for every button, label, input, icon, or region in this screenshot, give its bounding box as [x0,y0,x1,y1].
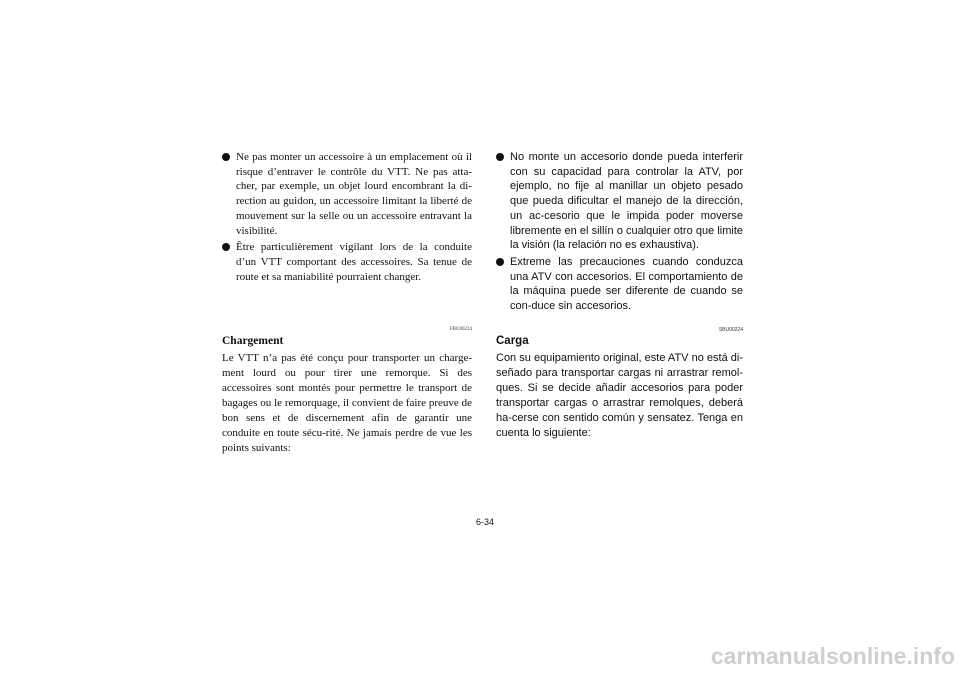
french-bullet-item [222,240,472,284]
spanish-bullet-list [496,150,743,314]
spanish-bullet-text: No monte un accesorio donde pueda interferir con su capacidad para controlar la ATV, por ejemplo, no fije al manillar un objeto pesado que pueda dificultar el manejo de la dirección, un ac-cesorio que le impida poder moverse libremente en el sillín o cualquier otro que limite la visión (la relación no es exhaustiva). [510,151,743,252]
spanish-loading-section [496,334,743,441]
bullet-icon [222,153,230,161]
spanish-section-paragraph: Con su equipamiento original, este ATV no está di-señado para transportar cargas ni arrastrar remol-ques. Si se decide añadir accesorios para poder transportar cargas o arrastrar remolques, deberá ha-cerse con sentido común y sensatez. Tenga en cuenta lo siguiente: [496,352,743,439]
french-bullet-item [222,150,472,238]
french-loading-section [222,334,472,456]
french-section-paragraph: Le VTT n’a pas été conçu pour transporter un charge-ment lourd ou pour tirer une remorque. Si des accessoires sont montés pour permettre le transport de bagages ou le remorquage, il convient de faire preuve de bon sens et de discernement afin de garantir une conduite en toute sécu-rité. Ne jamais perdre de vue les points suivants: [222,352,472,454]
french-bullet-list [222,150,472,284]
spanish-section-code: SBU00224 [718,327,743,333]
bullet-icon [496,258,504,266]
french-section-code: FBU00224 [449,327,472,332]
bullet-icon [222,243,230,251]
spanish-bullet-item [496,150,743,253]
spanish-section-heading: Carga [496,335,529,347]
french-section-heading: Chargement [222,335,284,347]
page-number: 6-34 [475,517,494,527]
french-column [222,150,472,286]
spanish-column [496,150,743,316]
bullet-icon [496,153,504,161]
watermark: carmanualsonline.info [710,643,955,669]
french-bullet-text: Ne pas monter un accessoire à un emplacement où il risque d’entraver le contrôle du VTT. Ne pas atta-cher, par exemple, un objet lourd encombrant la di-rection au guidon, un accessoire limitant la liberté de mouvement sur la selle ou un accessoire entravant la visibilité. [236,151,472,237]
french-bullet-text: Être particulièrement vigilant lors de la conduite d’un VTT comportant des accessoires. Sa tenue de route et sa maniabilité pourraient changer. [236,241,472,283]
spanish-bullet-text: Extreme las precauciones cuando conduzca una ATV con accesorios. El comportamiento de la máquina puede ser diferente de cuando se con-duce sin accesorios. [510,255,743,313]
spanish-bullet-item [496,255,743,314]
